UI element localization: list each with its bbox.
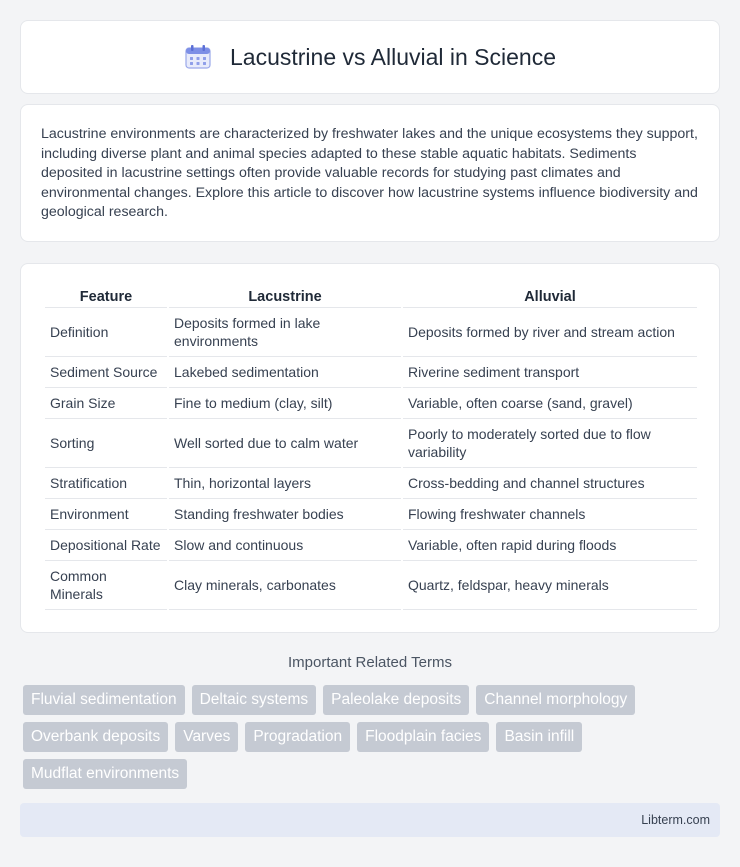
comparison-table (43, 286, 699, 610)
tag-varves[interactable]: Varves (175, 722, 238, 752)
related-terms-title: Important Related Terms (288, 654, 452, 671)
tag-channel-morphology[interactable]: Channel morphology (476, 685, 635, 715)
table-cell: Riverine sediment transport (403, 357, 697, 388)
table-row (45, 561, 697, 610)
header-card (20, 20, 720, 94)
tag-mudflat-environments[interactable]: Mudflat environments (23, 759, 187, 789)
header-lacustrine: Lacustrine (169, 286, 401, 308)
table-row (45, 308, 697, 357)
table-cell: Depositional Rate (45, 530, 167, 561)
table-cell: Clay minerals, carbonates (169, 561, 401, 610)
table-cell: Well sorted due to calm water (169, 419, 401, 468)
table-header-row (45, 286, 697, 308)
table-cell: Common Minerals (45, 561, 167, 610)
table-cell: Standing freshwater bodies (169, 499, 401, 530)
tag-overbank-deposits[interactable]: Overbank deposits (23, 722, 168, 752)
page-title: Lacustrine vs Alluvial in Science (230, 43, 556, 70)
table-cell: Definition (45, 308, 167, 357)
table-row (45, 468, 697, 499)
table-cell: Variable, often coarse (sand, gravel) (403, 388, 697, 419)
table-cell: Deposits formed by river and stream action (403, 308, 697, 357)
table-cell: Variable, often rapid during floods (403, 530, 697, 561)
table-cell: Sediment Source (45, 357, 167, 388)
table-cell: Grain Size (45, 388, 167, 419)
table-row (45, 388, 697, 419)
table-cell: Fine to medium (clay, silt) (169, 388, 401, 419)
table-row (45, 499, 697, 530)
header-feature: Feature (45, 286, 167, 308)
tag-paleolake-deposits[interactable]: Paleolake deposits (323, 685, 469, 715)
table-row (45, 530, 697, 561)
table-cell: Thin, horizontal layers (169, 468, 401, 499)
table-cell: Cross-bedding and channel structures (403, 468, 697, 499)
tag-floodplain-facies[interactable]: Floodplain facies (357, 722, 489, 752)
table-cell: Poorly to moderately sorted due to flow variability (403, 419, 697, 468)
comparison-table-card (20, 263, 720, 633)
footer-site-link[interactable]: Libterm.com (641, 813, 710, 827)
table-cell: Environment (45, 499, 167, 530)
tag-basin-infill[interactable]: Basin infill (496, 722, 582, 752)
header-alluvial: Alluvial (403, 286, 697, 308)
table-cell: Lakebed sedimentation (169, 357, 401, 388)
tag-fluvial-sedimentation[interactable]: Fluvial sedimentation (23, 685, 185, 715)
tag-deltaic-systems[interactable]: Deltaic systems (192, 685, 317, 715)
intro-card (20, 104, 720, 242)
related-terms-list (23, 685, 713, 789)
table-row (45, 419, 697, 468)
intro-paragraph: Lacustrine environments are characterized by freshwater lakes and the unique ecosystems they support, including diverse plant and animal species adapted to these stable aquatic habitats. Sediments deposited in lacustrine settings often provide valuable records for studying past climates and environmental changes. Explore this article to discover how lacustrine systems influence biodiversity and geological research. (41, 126, 698, 221)
table-cell: Quartz, feldspar, heavy minerals (403, 561, 697, 610)
table-cell: Stratification (45, 468, 167, 499)
table-cell: Slow and continuous (169, 530, 401, 561)
footer (20, 803, 720, 837)
table-row (45, 357, 697, 388)
tag-progradation[interactable]: Progradation (245, 722, 350, 752)
table-cell: Deposits formed in lake environments (169, 308, 401, 357)
table-cell: Flowing freshwater channels (403, 499, 697, 530)
calendar-icon (184, 44, 212, 70)
table-cell: Sorting (45, 419, 167, 468)
